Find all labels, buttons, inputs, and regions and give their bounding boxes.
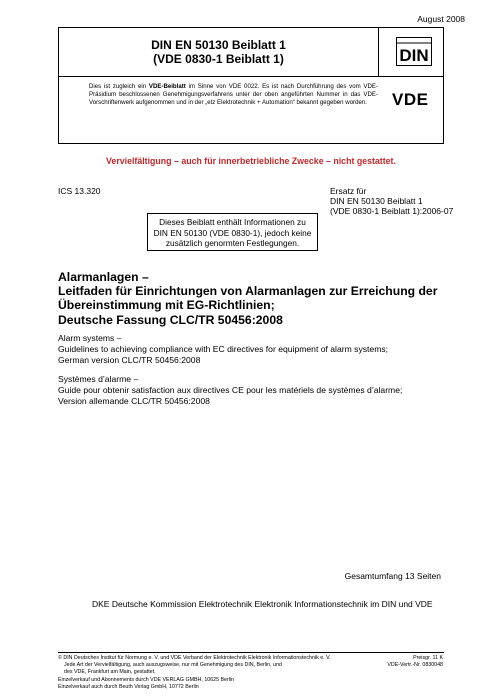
- title-english-line2: Guidelines to achieving compliance with EC directives for equipment of alarm systems;: [58, 344, 389, 354]
- header-top-row: [59, 28, 443, 77]
- document-number-line1: DIN EN 50130 Beiblatt 1: [151, 38, 286, 52]
- vde-logo: VDE: [392, 90, 429, 109]
- footer-left-line2: Jede Art der Vervielfältigung, auch auszugsweise, nur mit Genehmigung des DIN, Berlin, und: [64, 662, 282, 669]
- footer-left-line5: Einzelverkauf auch durch Beuth Verlag GmbH, 10772 Berlin: [58, 683, 199, 690]
- info-box: [147, 213, 318, 251]
- title-french-line1: Systèmes d’alarme –: [58, 374, 139, 384]
- dke-line: DKE Deutsche Kommission Elektrotechnik Elektronik Informationstechnik im DIN und VDE: [92, 599, 433, 609]
- title-cell: [59, 28, 379, 76]
- replacement-note-line3: (VDE 0830-1 Beiblatt 1):2006-07: [330, 206, 454, 216]
- vde-note: [89, 83, 378, 108]
- title-german-line4: Deutsche Fassung CLC/TR 50456:2008: [58, 312, 283, 327]
- vde-note-bold: VDE-Beiblatt: [148, 83, 186, 90]
- vde-note-prefix: Dies ist zugleich ein: [89, 83, 149, 90]
- document-number-line2: (VDE 0830-1 Beiblatt 1): [153, 52, 284, 66]
- replacement-note: [330, 186, 453, 216]
- title-german: [58, 270, 448, 327]
- info-box-line2: DIN EN 50130 (VDE 0830-1), jedoch keine: [153, 227, 312, 238]
- replacement-note-line2: DIN EN 50130 Beiblatt 1: [330, 196, 423, 206]
- total-pages: Gesamtumfang 13 Seiten: [344, 571, 441, 581]
- copy-warning: Vervielfältigung – auch für innerbetriebliche Zwecke – nicht gestattet.: [106, 156, 396, 166]
- info-box-line1: Dieses Beiblatt enthält Informationen zu: [159, 217, 306, 227]
- price-group: Preisgr. 11 K: [413, 655, 443, 661]
- title-english-line3: German version CLC/TR 50456:2008: [58, 355, 201, 365]
- info-box-line3: zusätzlich genormten Festlegungen.: [165, 238, 300, 248]
- vde-sales-number: VDE-Vertr.-Nr. 0830048: [387, 662, 443, 669]
- title-english: [58, 333, 458, 366]
- din-logo: [396, 37, 432, 66]
- title-french-line3: Version allemande CLC/TR 50456:2008: [58, 396, 210, 406]
- footer-left-line1: © DIN Deutsches Institut für Normung e. V. und VDE Verband der Elektrotechnik Elektronik Informationstechnik e. V.: [58, 655, 331, 661]
- ics-code: ICS 13.320: [58, 186, 101, 196]
- footer-left-line3: des VDE, Frankfurt am Main, gestattet.: [64, 669, 156, 676]
- footer-copyright: [58, 655, 378, 691]
- title-german-line3: Übereinstimmung mit EG-Richtlinien;: [58, 298, 275, 313]
- title-english-line1: Alarm systems –: [58, 333, 122, 343]
- footer-left-line4: Einzelverkauf und Abonnements durch VDE VERLAG GMBH, 10625 Berlin: [58, 676, 235, 683]
- title-german-line2: Leitfaden für Einrichtungen von Alarmanlagen zur Erreichung der: [58, 284, 438, 299]
- document-number: [59, 38, 378, 66]
- title-french-line2: Guide pour obtenir satisfaction aux directives CE pour les matériels de systèmes d’alarme;: [58, 385, 403, 395]
- replacement-note-line1: Ersatz für: [330, 186, 367, 196]
- footer-price: [387, 655, 443, 669]
- title-german-line1: Alarmanlagen –: [58, 270, 149, 284]
- vde-note-rest: im Sinne von VDE 0022. Es ist nach Durchführung des vom VDE-Präsidium beschlossenen Genehmigungsverfahrens unter der oben angeführten Nummer in das VDE-Vorschriftenwerk aufgenommen und in der „etz Elektrotechnik + Automation“ bekannt gegeben worden.: [89, 83, 378, 107]
- title-french: [58, 374, 458, 407]
- publication-date: August 2008: [417, 14, 465, 24]
- footer-divider: [58, 652, 444, 653]
- header-box: [58, 27, 444, 144]
- din-logo-text: DIN: [399, 46, 429, 65]
